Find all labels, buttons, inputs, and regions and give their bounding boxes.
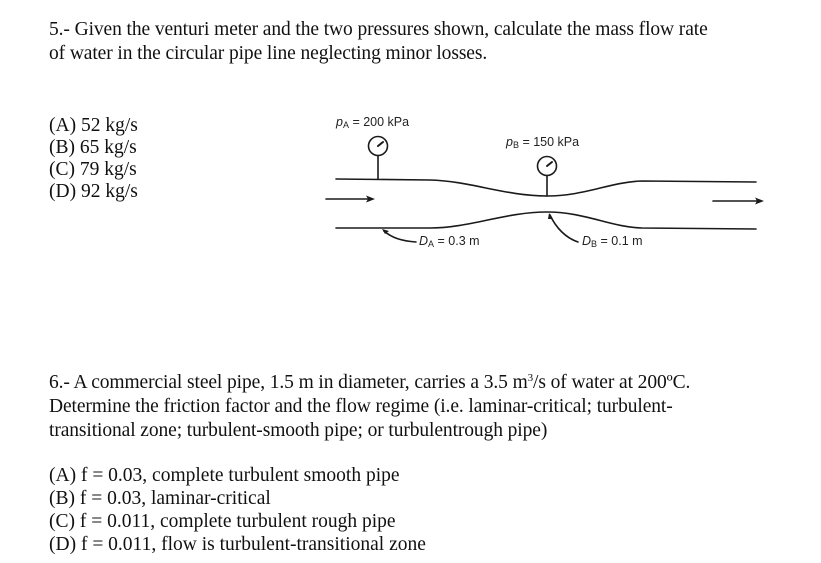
pipe-bottom-wall <box>336 212 756 229</box>
question-5-text-line-2: of water in the circular pipe line neglecting minor losses. <box>49 43 488 64</box>
diameter-b-label: $D_B = 0.1$ m <box>582 234 643 249</box>
question-5-text-line-1: 5.- Given the venturi meter and the two pressures shown, calculate the mass flow rate <box>49 19 708 40</box>
question-5-option-b: (B) 65 kg/s <box>49 137 137 158</box>
question-5-option-d: (D) 92 kg/s <box>49 181 138 202</box>
diameter-a-label: $D_A = 0.3$ m <box>419 234 480 249</box>
pipe-top-wall <box>336 179 756 196</box>
question-6-option-b: (B) f = 0.03, laminar-critical <box>49 488 271 509</box>
question-6-option-d: (D) f = 0.011, flow is turbulent-transitional zone <box>49 534 426 555</box>
question-6-option-c: (C) f = 0.011, complete turbulent rough pipe <box>49 511 396 532</box>
question-5-option-a: (A) 52 kg/s <box>49 115 138 136</box>
question-6-option-a: (A) f = 0.03, complete turbulent smooth pipe <box>49 465 400 486</box>
leader-da <box>384 231 416 242</box>
question-6-text-line-1: 6.- A commercial steel pipe, 1.5 m in diameter, carries a 3.5 $m^3/s$ of water at 200ºC. <box>49 372 691 393</box>
pressure-gauge-icon <box>538 157 557 197</box>
question-6-text-line-2: Determine the friction factor and the flow regime (i.e. laminar-critical; turbulent- <box>49 396 673 417</box>
leader-db <box>550 215 578 242</box>
question-6-text-line-3: transitional zone; turbulent-smooth pipe; or turbulentrough pipe) <box>49 420 548 441</box>
question-5-option-c: (C) 79 kg/s <box>49 159 137 180</box>
pressure-a-label: $p_A = 200$ kPa <box>336 115 410 130</box>
pressure-b-label: $p_B = 150$ kPa <box>506 135 580 150</box>
pressure-gauge-icon <box>369 137 388 180</box>
